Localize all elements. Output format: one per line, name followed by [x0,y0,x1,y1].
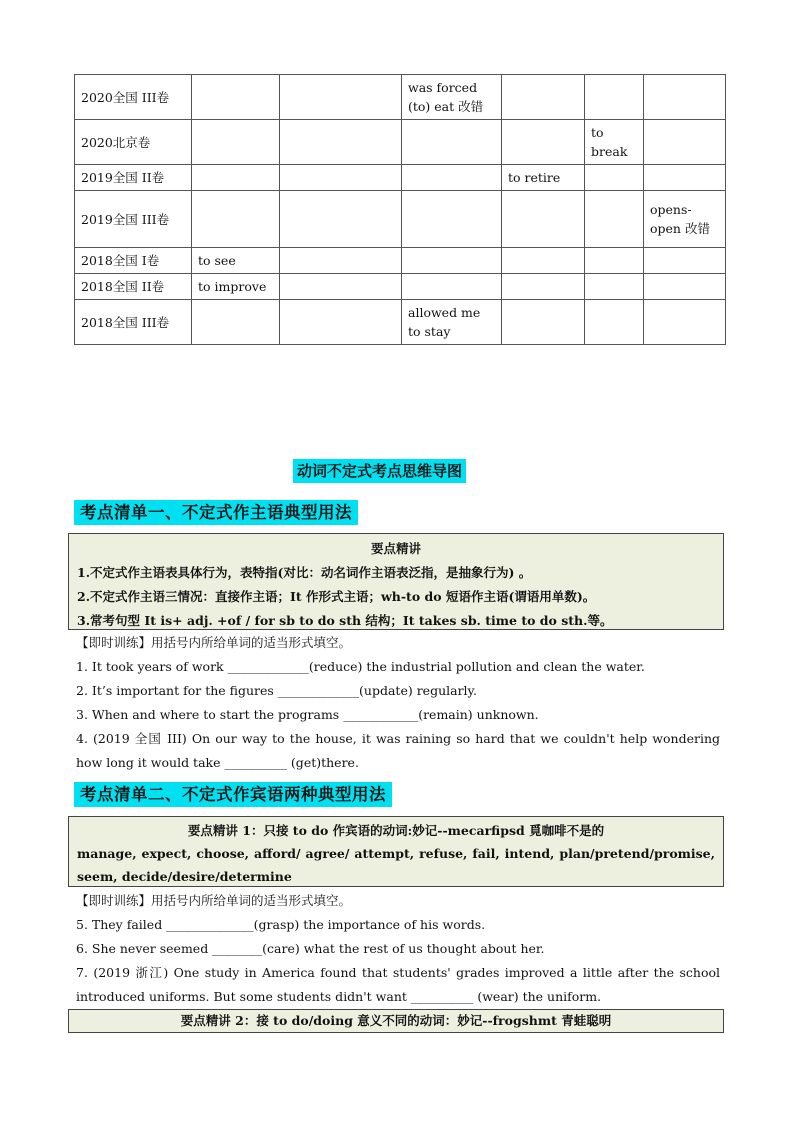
table-cell-exam: 2018全国 I卷 [75,248,192,274]
key-points-box-1 [68,533,724,630]
table-cell [280,274,402,300]
drill-label: 【即时训练】用括号内所给单词的适当形式填空。 [76,893,352,908]
table-cell [585,274,644,300]
table-row [75,274,726,300]
table-cell: was forced (to) eat 改错 [402,75,502,120]
section-heading-2: 考点清单二、不定式作宾语两种典型用法 [74,782,392,807]
exercise-1: 1. It took years of work _____________(reduce) the industrial pollution and clean the water. [76,659,645,674]
section-heading-1: 考点清单一、不定式作主语典型用法 [74,500,358,525]
table-cell [402,165,502,191]
table-row [75,75,726,120]
key-points-box-2 [68,816,724,887]
table-cell-exam: 2019全国 II卷 [75,165,192,191]
table-cell [644,274,726,300]
point-3: 3.常考句型 It is+ adj. +of / for sb to do sth 结构；It takes sb. time to do sth.等。 [77,613,613,628]
table-cell [502,75,585,120]
table-cell: to see [192,248,280,274]
table-cell: allowed me to stay [402,300,502,345]
table-cell [585,191,644,248]
table-cell [644,165,726,191]
table-cell-exam: 2020北京卷 [75,120,192,165]
verb-list: manage, expect, choose, afford/ agree/ attempt, refuse, fail, intend, plan/pretend/promise, seem, decide/desire/determine [77,846,715,884]
table-row [75,165,726,191]
table-cell [192,120,280,165]
table-cell [192,191,280,248]
table-cell [585,75,644,120]
table-cell [502,274,585,300]
table-row [75,191,726,248]
table-cell [502,248,585,274]
table-cell [402,248,502,274]
mindmap-title: 动词不定式考点思维导图 [293,459,466,483]
table-row [75,120,726,165]
table-cell [585,165,644,191]
table-cell [502,120,585,165]
exercise-3: 3. When and where to start the programs ____________(remain) unknown. [76,707,539,722]
table-cell [644,75,726,120]
exercise-4: 4. (2019 全国 III) On our way to the house, it was raining so hard that we couldn't help wondering how long it would take __________ (get)there. [76,731,720,770]
drill-label: 【即时训练】用括号内所给单词的适当形式填空。 [76,635,352,650]
table-cell: to improve [192,274,280,300]
key-points-box-3 [68,1009,724,1033]
table-cell [280,300,402,345]
table-cell [502,300,585,345]
box-title: 要点精讲 [370,541,421,556]
exercise-5: 5. They failed ______________(grasp) the importance of his words. [76,917,486,932]
table-cell-exam: 2020全国 III卷 [75,75,192,120]
table-cell: to break [585,120,644,165]
table-cell [585,248,644,274]
box-title: 要点精讲 2：接 to do/doing 意义不同的动词：妙记--frogshmt 青蛙聪明 [180,1013,612,1028]
table-cell [192,75,280,120]
box-title: 要点精讲 1：只接 to do 作宾语的动词:妙记--mecarfipsd 覓咖啡不是的 [187,823,605,838]
table-cell [402,191,502,248]
table-cell [280,248,402,274]
table-cell [402,120,502,165]
exercise-6: 6. She never seemed ________(care) what the rest of us thought about her. [76,941,545,956]
table-cell [280,120,402,165]
table-cell [502,191,585,248]
table-row [75,248,726,274]
table-cell [280,165,402,191]
exercise-block-1 [76,631,720,775]
exercise-block-2 [76,889,720,1009]
table-cell [280,75,402,120]
table-cell [585,300,644,345]
table-cell [192,165,280,191]
table-cell-exam: 2018全国 III卷 [75,300,192,345]
exercise-2: 2. It’s important for the figures _____________(update) regularly. [76,683,477,698]
exercise-7: 7. (2019 浙江) One study in America found that students' grades improved a little after the school introduced uniforms. But some students didn't want __________ (wear) the uniform. [76,965,720,1004]
table-cell [192,300,280,345]
point-2: 2.不定式作主语三情况：直接作主语；It 作形式主语；wh-to do 短语作主语(谓语用单数)。 [77,589,596,604]
table-cell-exam: 2018全国 II卷 [75,274,192,300]
table-cell: to retire [502,165,585,191]
table-cell: opens-open 改错 [644,191,726,248]
table-cell [402,274,502,300]
table-cell [644,248,726,274]
table-cell [280,191,402,248]
table-row [75,300,726,345]
point-1: 1.不定式作主语表具体行为，表特指(对比：动名词作主语表泛指，是抽象行为) 。 [77,565,532,580]
table-cell [644,120,726,165]
table-cell-exam: 2019全国 III卷 [75,191,192,248]
exam-table [74,74,726,345]
table-cell [644,300,726,345]
